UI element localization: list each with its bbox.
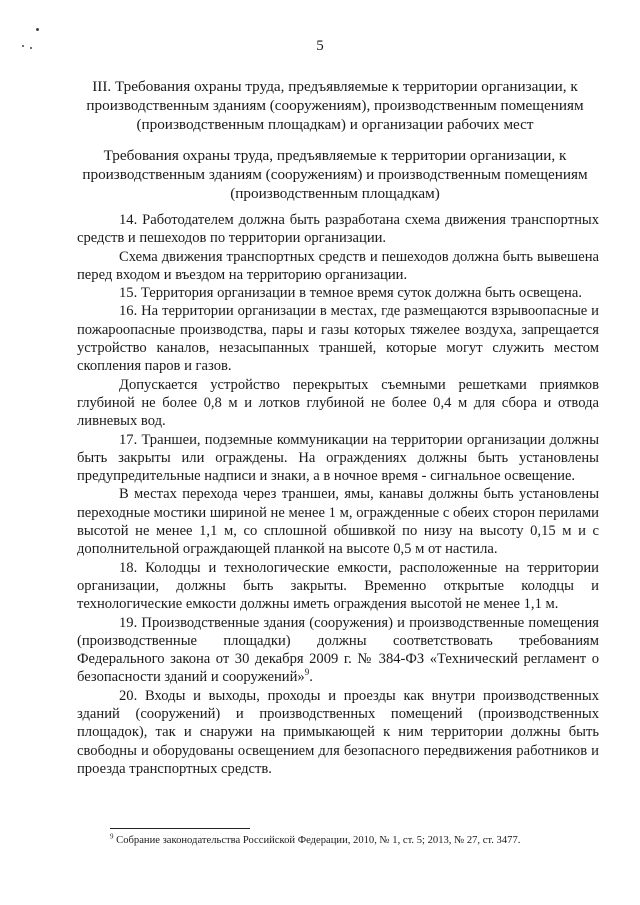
scan-speck: [36, 28, 39, 31]
body-text: [77, 211, 599, 778]
paragraph-19-end: .: [309, 669, 313, 686]
footnote-reference[interactable]: 9: [304, 667, 310, 678]
section-subheading: Требования охраны труда, предъявляемые к территории организации, к производственным зданиям (сооружениям) и производственным помещениям (производственным площадкам): [82, 147, 588, 202]
footnote-separator: [110, 828, 250, 829]
paragraph-16-pits: Допускается устройство перекрытых съемными решетками приямков глубиной не более 0,8 м и лотков глубиной не более 0,4 м для сбора и отвода ливневых вод.: [77, 376, 599, 430]
paragraph-19: [77, 614, 599, 687]
page-number: 5: [316, 38, 324, 54]
paragraph-15: 15. Территория организации в темное время суток должна быть освещена.: [119, 285, 582, 302]
paragraph-14: 14. Работодателем должна быть разработана схема движения транспортных средств и пешеходов по территории организации.: [77, 212, 599, 247]
paragraph-20: 20. Входы и выходы, проходы и проезды как внутри производственных зданий (сооружений) и производственных помещений (производственных площадок), так и снаружи на примыкающей к ним территории должны быть свободны и оборудованы освещением для безопасного передвижения работников и проезда транспортных средств.: [77, 687, 599, 777]
paragraph-14-scheme: Схема движения транспортных средств и пешеходов должна быть вывешена перед входом и въездом на территорию организации.: [77, 248, 599, 283]
paragraph-18: 18. Колодцы и технологические емкости, расположенные на территории организации, должны быть закрыты. Временно открытые колодцы и технологические емкости должны иметь ограждения высотой не менее 1,1 м.: [77, 559, 599, 613]
paragraph-17-bridges: В местах перехода через траншеи, ямы, канавы должны быть установлены переходные мостики шириной не менее 1 м, огражденные с обеих сторон перилами высотой не менее 1,1 м, со сплошной обшивкой по низу на высоту 0,15 м и с дополнительной ограждающей планкой на высоте 0,5 м от настила.: [77, 486, 599, 558]
paragraph-17: 17. Траншеи, подземные коммуникации на территории организации должны быть закрыты или ограждены. На ограждениях должны быть установлены предупредительные надписи и знаки, а в ночное время - сигнальное освещение.: [77, 431, 599, 485]
paragraph-19-text: 19. Производственные здания (сооружения) и производственные помещения (производственные площадки) должны соответствовать требованиям Федерального закона от 30 декабря 2009 г. № 384-ФЗ «Технический регламент о безопасности зданий и сооружений»: [77, 614, 599, 686]
footnote-text: Собрание законодательства Российской Федерации, 2010, № 1, ст. 5; 2013, № 27, ст. 3477.: [116, 835, 521, 846]
paragraph-16: 16. На территории организации в местах, где размещаются взрывоопасные и пожароопасные производства, пары и газы которых тяжелее воздуха, запрещается устройство каналов, незасыпанных траншей, которые могут служить местом скопления паров и газов.: [77, 303, 599, 375]
footnote: [110, 834, 600, 847]
footnote-marker: 9: [110, 832, 114, 841]
chapter-heading: III. Требования охраны труда, предъявляемые к территории организации, к производственным зданиям (сооружениям), производственным помещениям (производственным площадкам) и организации рабочих мест: [86, 78, 584, 133]
